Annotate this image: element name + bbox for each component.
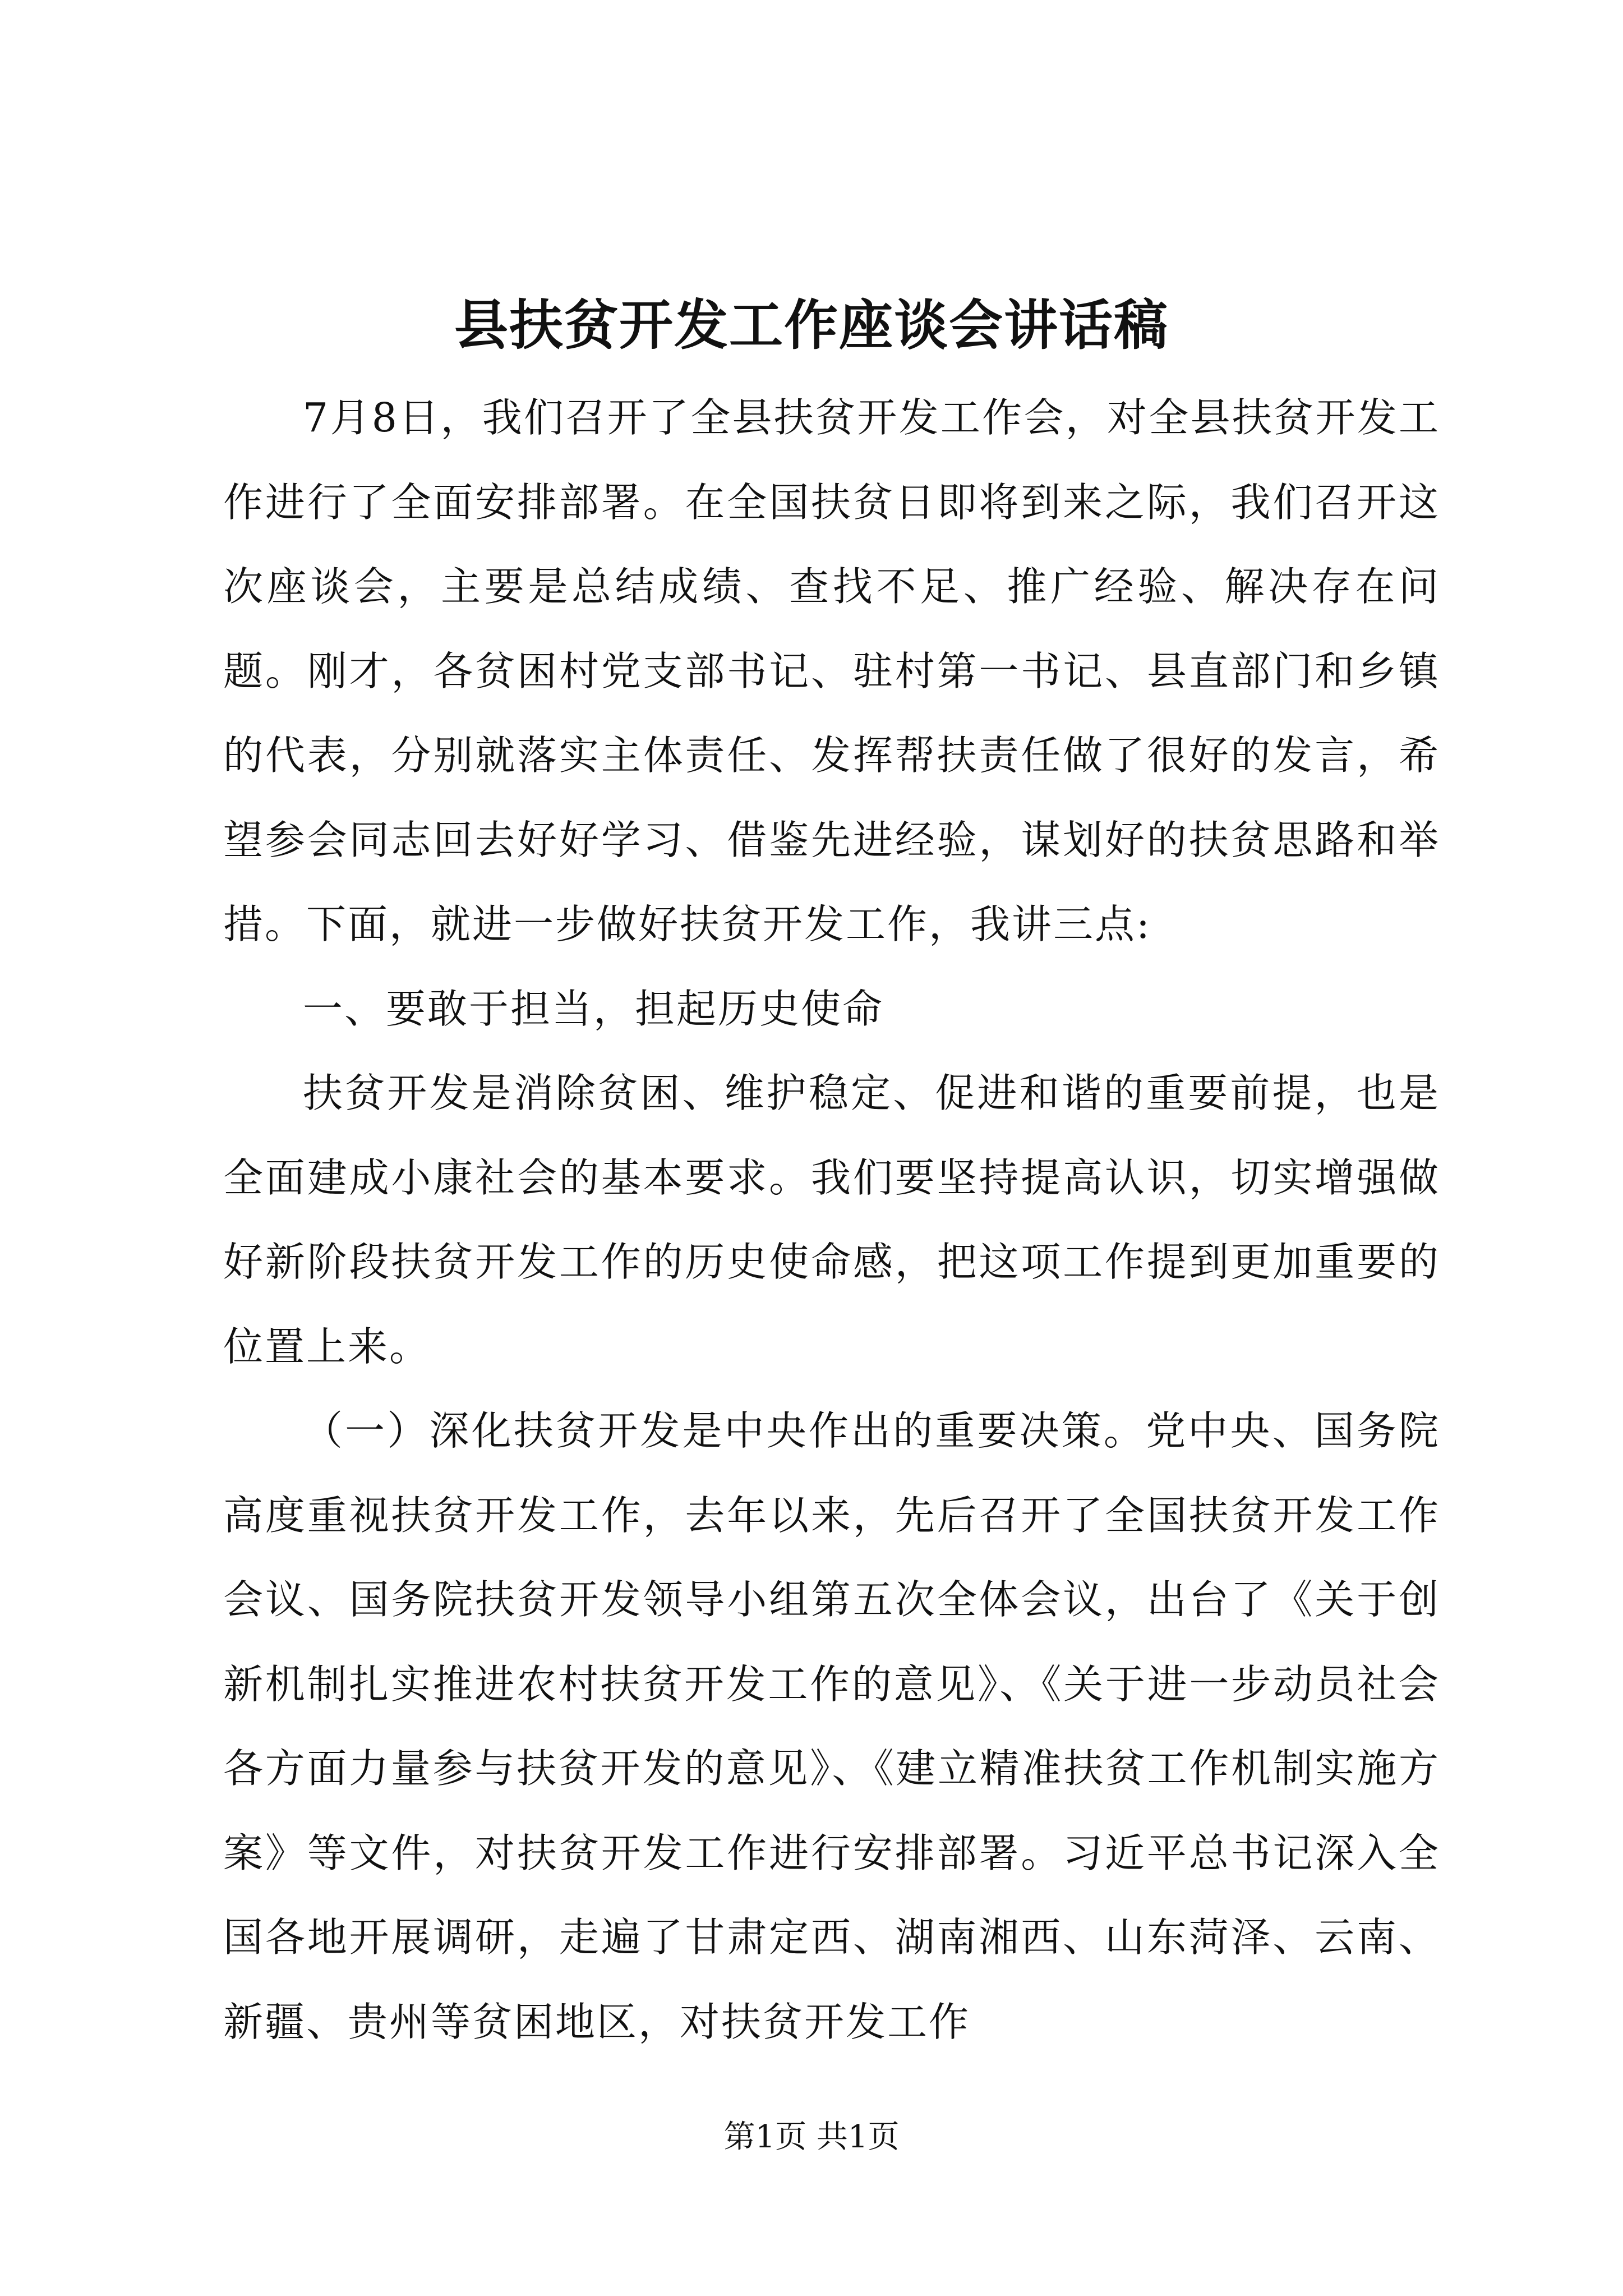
paragraph-intro: 7月8日，我们召开了全县扶贫开发工作会，对全县扶贫开发工作进行了全面安排部署。在全国扶贫日即将到来之际，我们召开这次座谈会，主要是总结成绩、查找不足、推广经验、解决存在问题。刚才，各贫困村党支部书记、驻村第一书记、县直部门和乡镇的代表，分别就落实主体责任、发挥帮扶责任做了很好的发言，希望参会同志回去好好学习、借鉴先进经验，谋划好的扶贫思路和举措。下面，就进一步做好扶贫开发工作，我讲三点: bbox=[223, 394, 1440, 947]
section-heading-1: 一、要敢于担当，担起历史使命 bbox=[303, 985, 884, 1032]
paragraph-subsection-1: （一）深化扶贫开发是中央作出的重要决策。党中央、国务院高度重视扶贫开发工作，去年以来，先后召开了全国扶贫开发工作会议、国务院扶贫开发领导小组第五次全体会议，出台了《关于创新机制扎实推进农村扶贫开发工作的意见》、《关于进一步动员社会各方面力量参与扶贫开发的意见》、《建立精准扶贫工作机制实施方案》等文件，对扶贫开发工作进行安排部署。习近平总书记深入全国各地开展调研，走遍了甘肃定西、湖南湘西、山东菏泽、云南、新疆、贵州等贫困地区，对扶贫开发工作 bbox=[223, 1407, 1440, 2045]
page-footer: 第1页 共1页 bbox=[723, 2119, 900, 2155]
document-title: 县扶贫开发工作座谈会讲话稿 bbox=[454, 293, 1169, 357]
paragraph-section-1: 扶贫开发是消除贫困、维护稳定、促进和谐的重要前提，也是全面建成小康社会的基本要求。我们要坚持提高认识，切实增强做好新阶段扶贫开发工作的历史使命感，把这项工作提到更加重要的位置上来。 bbox=[223, 1070, 1440, 1370]
document-body bbox=[223, 376, 1440, 2064]
